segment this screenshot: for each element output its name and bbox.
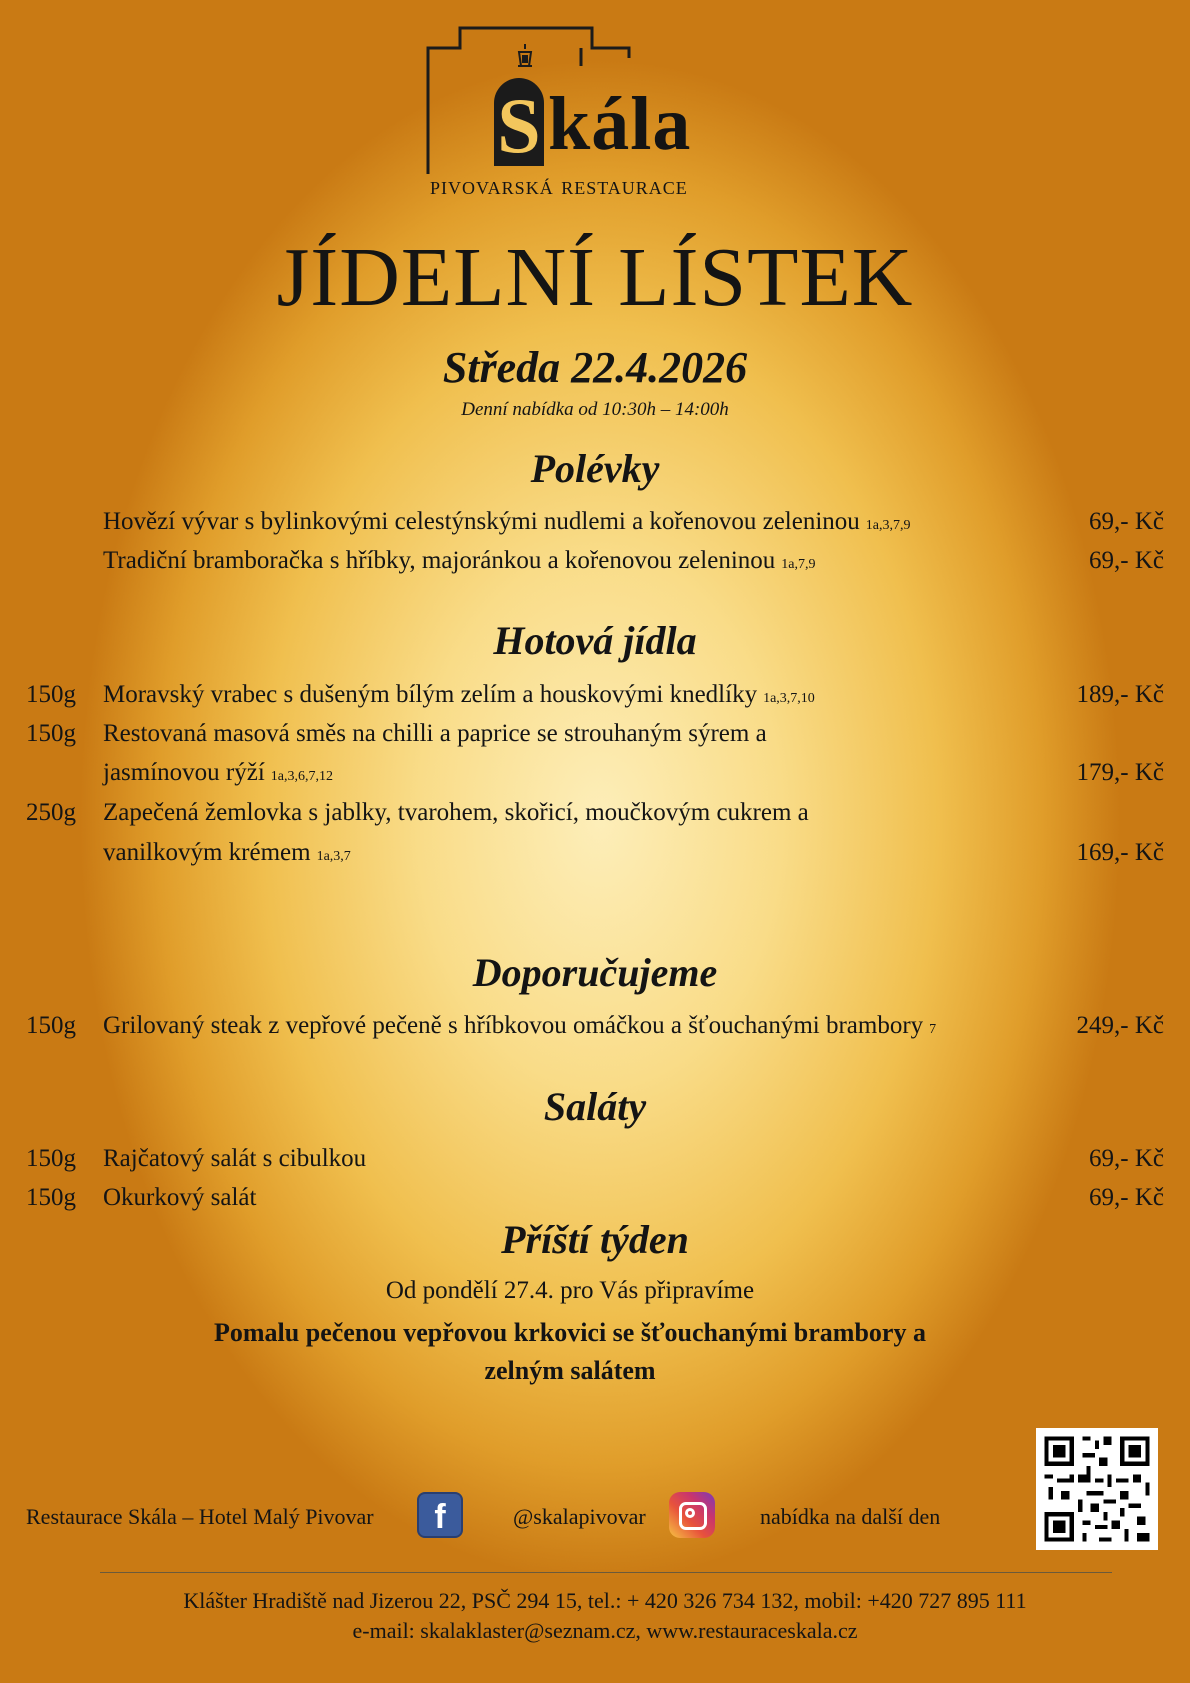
item-name: Hovězí vývar s bylinkovými celestýnskými nudlemi a kořenovou zeleninou [103, 508, 860, 535]
logo-initial: S [497, 82, 541, 169]
item-price: 189,- Kč [1076, 681, 1164, 708]
menu-item [0, 1178, 1190, 1218]
item-name: Rajčatový salát s cibulkou [103, 1145, 367, 1172]
item-name: Tradiční bramboračka s hříbky, majoránkou a kořenovou zeleninou [103, 547, 776, 574]
item-allergens: 1a,3,7,10 [763, 691, 815, 706]
menu-item-continued [0, 833, 1190, 873]
item-price: 179,- Kč [1076, 759, 1164, 786]
logo-subtitle: pivovarská restaurace [430, 171, 688, 200]
item-name: Moravský vrabec s dušeným bílým zelím a houskovými knedlíky [103, 681, 758, 708]
menu-item [0, 793, 1190, 833]
menu-date: Středa 22.4.2026 [442, 343, 748, 392]
item-allergens: 1a,3,7,9 [865, 518, 911, 533]
item-allergens: 7 [929, 1022, 937, 1037]
item-allergens: 1a,7,9 [781, 557, 816, 572]
page-title: JÍDELNÍ LÍSTEK [276, 231, 914, 324]
menu-item [0, 1139, 1190, 1179]
item-name: Restovaná masová směs na chilli a paprice se strouhaným sýrem a [103, 720, 767, 747]
instagram-icon[interactable] [669, 1492, 715, 1538]
item-name-continued: jasmínovou rýží [103, 759, 265, 786]
contact-line: e-mail: skalaklaster@seznam.cz, www.restauraceskala.cz [352, 1618, 858, 1643]
next-week-dish-continued: zelným salátem [484, 1356, 656, 1385]
qr-code[interactable] [1036, 1428, 1158, 1550]
qr-caption: nabídka na další den [760, 1504, 941, 1529]
footer-divider [100, 1572, 1112, 1573]
item-weight: 150g [26, 1012, 76, 1039]
item-price: 249,- Kč [1076, 1012, 1164, 1039]
item-price: 69,- Kč [1089, 1145, 1164, 1172]
item-name-continued: vanilkovým krémem [103, 839, 311, 866]
menu-item-continued [0, 753, 1190, 793]
item-price: 69,- Kč [1089, 1184, 1164, 1211]
logo-word: kála [548, 82, 692, 166]
item-name: Grilovaný steak z vepřové pečeně s hříbkovou omáčkou a šťouchanými brambory [103, 1012, 924, 1039]
address: Klášter Hradiště nad Jizerou 22, PSČ 294 15, tel.: + 420 326 734 132, mobil: +420 727 895 111 [183, 1588, 1027, 1613]
section-heading-next-week: Příští týden [501, 1217, 689, 1262]
item-price: 69,- Kč [1089, 547, 1164, 574]
section-heading-recommend: Doporučujeme [472, 950, 718, 995]
item-weight: 150g [26, 1145, 76, 1172]
facebook-icon[interactable]: f [417, 1492, 463, 1538]
item-price: 169,- Kč [1076, 839, 1164, 866]
item-weight: 150g [26, 1184, 76, 1211]
item-allergens: 1a,3,7 [316, 849, 351, 864]
item-weight: 250g [26, 799, 76, 826]
section-heading-mains: Hotová jídla [493, 618, 697, 663]
next-week-dish: Pomalu pečenou vepřovou krkovici se šťouchanými brambory a [214, 1318, 926, 1347]
menu-item [0, 1006, 1190, 1046]
next-week-intro: Od pondělí 27.4. pro Vás připravíme [385, 1277, 755, 1304]
menu-item [0, 675, 1190, 715]
item-weight: 150g [26, 720, 76, 747]
item-price: 69,- Kč [1089, 508, 1164, 535]
menu-item [0, 502, 1190, 542]
item-name: Zapečená žemlovka s jablky, tvarohem, skořicí, moučkovým cukrem a [103, 799, 809, 826]
serving-hours: Denní nabídka od 10:30h – 14:00h [461, 399, 729, 420]
menu-item [0, 541, 1190, 581]
section-heading-salads: Saláty [543, 1084, 647, 1129]
menu-item [0, 714, 1190, 754]
item-name: Okurkový salát [103, 1184, 257, 1211]
item-weight: 150g [26, 681, 76, 708]
section-heading-soups: Polévky [530, 446, 660, 491]
lamp-icon [515, 44, 535, 72]
restaurant-name: Restaurace Skála – Hotel Malý Pivovar [26, 1504, 374, 1529]
instagram-handle[interactable]: @skalapivovar [513, 1504, 646, 1529]
item-allergens: 1a,3,6,7,12 [270, 769, 333, 784]
